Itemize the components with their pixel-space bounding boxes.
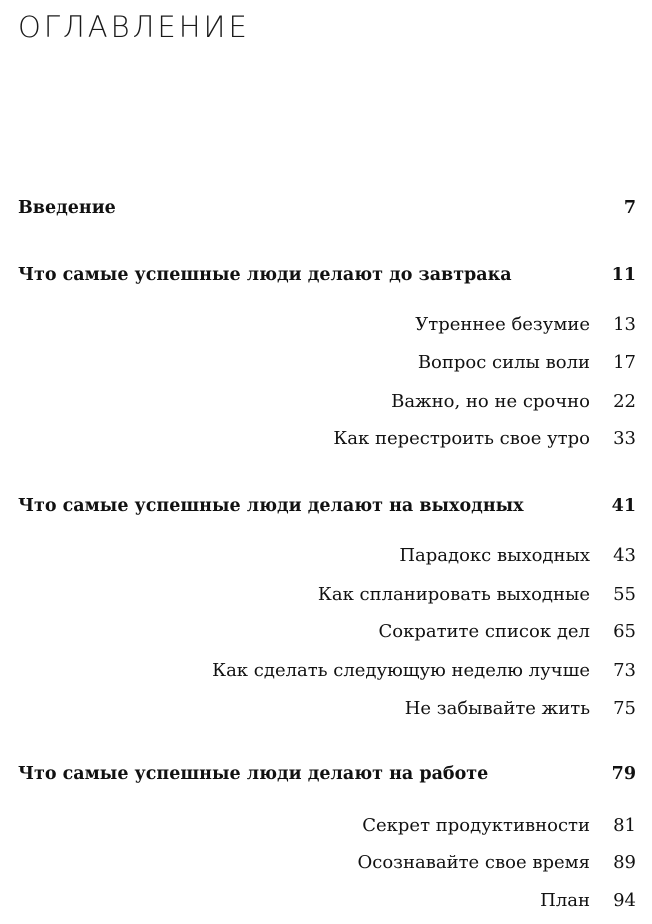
toc-entry-title: Осознавайте свое время bbox=[357, 852, 590, 873]
toc-chapter[interactable] bbox=[18, 265, 636, 285]
toc-page-number: 13 bbox=[613, 314, 636, 335]
toc-page-number: 89 bbox=[613, 852, 636, 873]
toc-section[interactable] bbox=[18, 314, 636, 335]
toc-section[interactable] bbox=[18, 852, 636, 873]
toc-entry-title: Что самые успешные люди делают на работе bbox=[18, 764, 489, 784]
toc-section[interactable] bbox=[18, 660, 636, 681]
toc-entry-title: Как спланировать выходные bbox=[317, 584, 590, 605]
toc-page-number: 94 bbox=[613, 890, 636, 911]
toc-section[interactable] bbox=[18, 621, 636, 642]
toc-chapter[interactable] bbox=[18, 496, 636, 516]
toc-entry-title: Парадокс выходных bbox=[399, 545, 590, 566]
toc-page-number: 7 bbox=[623, 198, 636, 218]
toc-entry-title: Сократите список дел bbox=[378, 621, 590, 642]
toc-entry-title: Важно, но не срочно bbox=[391, 391, 590, 412]
toc-page-number: 73 bbox=[613, 660, 636, 681]
toc-chapter[interactable] bbox=[18, 764, 636, 784]
toc-page-number: 65 bbox=[613, 621, 636, 642]
toc-page-number: 43 bbox=[613, 545, 636, 566]
toc-entry-title: Что самые успешные люди делают на выходных bbox=[18, 496, 524, 516]
toc-page-number: 17 bbox=[613, 352, 636, 373]
toc-entry-title: Вопрос силы воли bbox=[417, 352, 590, 373]
toc-page-number: 33 bbox=[613, 428, 636, 449]
toc-page-number: 22 bbox=[613, 391, 636, 412]
toc-section[interactable] bbox=[18, 698, 636, 719]
toc-section[interactable] bbox=[18, 352, 636, 373]
toc-entry-title: План bbox=[540, 890, 590, 911]
toc-chapter[interactable] bbox=[18, 198, 636, 218]
toc-page-number: 11 bbox=[611, 265, 636, 285]
toc-section[interactable] bbox=[18, 391, 636, 412]
toc-entry-title: Утреннее безумие bbox=[415, 314, 590, 335]
toc-section[interactable] bbox=[18, 428, 636, 449]
page-title: ОГЛАВЛЕНИЕ bbox=[18, 10, 250, 44]
toc-page-number: 41 bbox=[611, 496, 636, 516]
toc-page-number: 79 bbox=[611, 764, 636, 784]
toc-entry-title: Как сделать следующую неделю лучше bbox=[212, 660, 590, 681]
toc-entry-title: Как перестроить свое утро bbox=[333, 428, 590, 449]
toc-section[interactable] bbox=[18, 815, 636, 836]
toc-section[interactable] bbox=[18, 890, 636, 911]
toc-section[interactable] bbox=[18, 545, 636, 566]
toc-page-number: 55 bbox=[613, 584, 636, 605]
toc-entry-title: Что самые успешные люди делают до завтрака bbox=[18, 265, 512, 285]
toc-page-number: 81 bbox=[613, 815, 636, 836]
toc-entry-title: Не забывайте жить bbox=[404, 698, 590, 719]
toc-entry-title: Введение bbox=[18, 198, 116, 218]
toc-entry-title: Секрет продуктивности bbox=[362, 815, 590, 836]
toc-page-number: 75 bbox=[613, 698, 636, 719]
toc-section[interactable] bbox=[18, 584, 636, 605]
